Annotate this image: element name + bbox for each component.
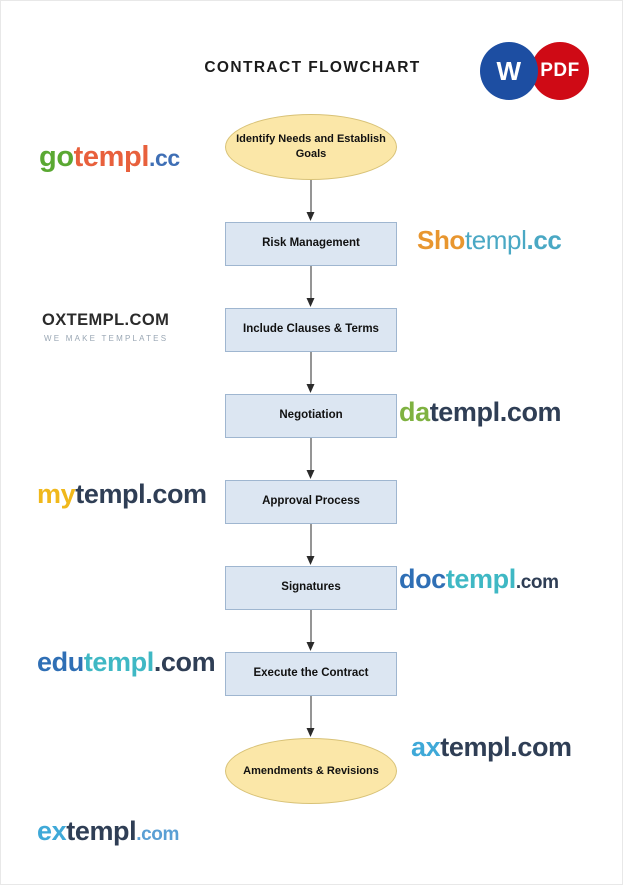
watermark-gotempl [39, 141, 180, 174]
watermark-part3: .cc [148, 145, 180, 171]
watermark-part1: ex [37, 816, 67, 846]
flow-node-amendments-revisions[interactable]: Amendments & Revisions [225, 738, 397, 804]
watermark-part3: .cc [526, 225, 562, 255]
flow-node-signatures[interactable]: Signatures [225, 566, 397, 610]
watermark-part1: doc [399, 564, 446, 594]
arrow-head-icon [307, 470, 315, 479]
watermark-mytempl [37, 479, 207, 510]
flow-node-include-clauses[interactable]: Include Clauses & Terms [225, 308, 397, 352]
flow-arrow-2 [225, 266, 397, 308]
watermark-part2: templ [445, 564, 516, 594]
watermark-oxtempl [42, 311, 169, 343]
watermark-part2: templ [75, 479, 146, 509]
flow-arrow-3 [225, 352, 397, 394]
arrow-line [311, 524, 312, 558]
arrow-line [311, 180, 312, 214]
watermark-part1: da [399, 397, 430, 427]
watermark-part2: templ [73, 141, 149, 173]
flowchart-diagram [225, 114, 397, 804]
watermark-edutempl [37, 647, 215, 678]
watermark-extempl [37, 816, 179, 847]
arrow-head-icon [307, 212, 315, 221]
arrow-head-icon [307, 298, 315, 307]
flow-node-approval-process[interactable]: Approval Process [225, 480, 397, 524]
watermark-part3: .com [153, 647, 216, 677]
watermark-part3: .com [499, 397, 562, 427]
watermark-part1: edu [37, 647, 84, 677]
flow-node-execute-contract[interactable]: Execute the Contract [225, 652, 397, 696]
watermark-datempl [399, 397, 561, 428]
pdf-badge[interactable]: PDF [531, 42, 589, 100]
arrow-line [311, 696, 312, 730]
arrow-line [311, 438, 312, 472]
arrow-head-icon [307, 556, 315, 565]
arrow-line [311, 266, 312, 300]
watermark-part2: templ [66, 816, 137, 846]
watermark-part2: templ [440, 732, 511, 762]
flow-arrow-1 [225, 180, 397, 222]
watermark-part3: .com [136, 824, 179, 845]
word-badge[interactable]: W [480, 42, 538, 100]
watermark-part1: my [37, 479, 76, 509]
arrow-head-icon [307, 728, 315, 737]
arrow-head-icon [307, 642, 315, 651]
flow-node-risk-management[interactable]: Risk Management [225, 222, 397, 266]
watermark-part1: Sho [417, 225, 465, 255]
arrow-head-icon [307, 384, 315, 393]
watermark-part1: OXTEMPL.COM [42, 311, 170, 329]
flow-arrow-6 [225, 610, 397, 652]
watermark-part2: templ [83, 647, 154, 677]
watermark-part1: go [39, 141, 74, 173]
watermark-part2: templ [464, 225, 527, 255]
arrow-line [311, 610, 312, 644]
flow-arrow-4 [225, 438, 397, 480]
flow-arrow-5 [225, 524, 397, 566]
watermark-part3: .com [515, 572, 559, 593]
watermark-doctempl [399, 564, 559, 595]
page-title: CONTRACT FLOWCHART [204, 59, 421, 76]
watermark-part1: ax [411, 732, 441, 762]
watermark-part2: templ [429, 397, 500, 427]
format-badges [480, 42, 589, 100]
flow-node-negotiation[interactable]: Negotiation [225, 394, 397, 438]
watermark-part3: .com [145, 479, 207, 509]
flow-arrow-7 [225, 696, 397, 738]
arrow-line [311, 352, 312, 386]
watermark-tagline: WE MAKE TEMPLATES [44, 334, 169, 343]
flow-node-identify-needs[interactable]: Identify Needs and Establish Goals [225, 114, 397, 180]
watermark-axtempl [411, 732, 572, 763]
watermark-shotempl [417, 225, 561, 256]
watermark-part3: .com [510, 732, 572, 762]
